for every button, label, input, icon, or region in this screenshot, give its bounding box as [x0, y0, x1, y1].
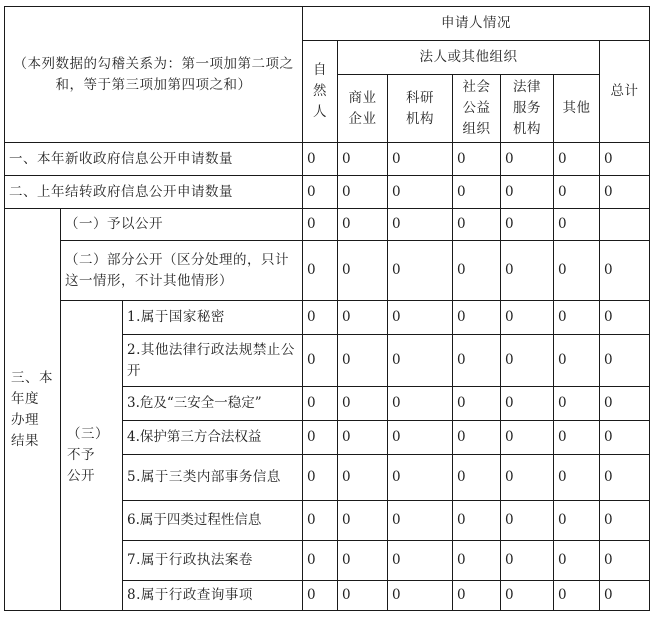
cell-legal-service: 0	[501, 581, 554, 611]
social-welfare-org-header: 社会 公益 组织	[453, 75, 501, 143]
table-row	[5, 209, 650, 241]
cell-natural-person: 0	[303, 581, 338, 611]
cell-legal-service: 0	[501, 176, 554, 209]
cell-legal-service: 0	[501, 541, 554, 581]
table-row	[5, 176, 650, 209]
cell-commercial: 0	[338, 581, 388, 611]
table-row	[5, 241, 650, 301]
cell-legal-service: 0	[501, 301, 554, 335]
cell-legal-service: 0	[501, 143, 554, 176]
cell-commercial: 0	[338, 335, 388, 387]
research-institution-header: 科研 机构	[388, 75, 453, 143]
table-row	[5, 301, 650, 335]
cell-natural-person: 0	[303, 301, 338, 335]
cell-total: 0	[600, 581, 650, 611]
cell-social-welfare: 0	[453, 421, 501, 455]
cell-other: 0	[554, 421, 600, 455]
cell-natural-person: 0	[303, 541, 338, 581]
cell-social-welfare: 0	[453, 301, 501, 335]
cell-other: 0	[554, 581, 600, 611]
cell-research: 0	[388, 209, 453, 241]
cell-total: 0	[600, 301, 650, 335]
cell-natural-person: 0	[303, 455, 338, 501]
cell-research: 0	[388, 501, 453, 541]
cell-natural-person: 0	[303, 176, 338, 209]
cell-total: 0	[600, 501, 650, 541]
commercial-enterprise-header: 商业 企业	[338, 75, 388, 143]
cell-other: 0	[554, 455, 600, 501]
cell-total: 0	[600, 455, 650, 501]
cell-legal-service: 0	[501, 455, 554, 501]
cell-commercial: 0	[338, 501, 388, 541]
cell-other: 0	[554, 501, 600, 541]
natural-person-header: 自 然 人	[303, 41, 338, 143]
cell-other: 0	[554, 241, 600, 301]
row-label: 4.保护第三方合法权益	[123, 421, 303, 455]
section-3-label: 三、本 年度 办理 结果	[5, 209, 61, 611]
cell-social-welfare: 0	[453, 581, 501, 611]
row-label: 一、本年新收政府信息公开申请数量	[5, 143, 303, 176]
cell-total: 0	[600, 421, 650, 455]
cell-total: 0	[600, 241, 650, 301]
cell-research: 0	[388, 541, 453, 581]
total-header: 总计	[600, 41, 650, 143]
cell-natural-person: 0	[303, 335, 338, 387]
cell-social-welfare: 0	[453, 455, 501, 501]
row-label: 3.危及“三安全一稳定”	[123, 387, 303, 421]
row-label: （二）部分公开（区分处理的，只计这一情形，不计其他情形）	[61, 241, 303, 301]
cell-legal-service: 0	[501, 241, 554, 301]
cell-commercial: 0	[338, 143, 388, 176]
cell-social-welfare: 0	[453, 241, 501, 301]
cell-other: 0	[554, 176, 600, 209]
cell-other: 0	[554, 541, 600, 581]
cell-legal-service: 0	[501, 421, 554, 455]
cell-research: 0	[388, 387, 453, 421]
cell-other: 0	[554, 209, 600, 241]
cell-commercial: 0	[338, 241, 388, 301]
cell-natural-person: 0	[303, 421, 338, 455]
applicant-situation-header: 申请人情况	[303, 7, 650, 41]
table-row	[5, 143, 650, 176]
cell-commercial: 0	[338, 421, 388, 455]
cell-research: 0	[388, 176, 453, 209]
cell-social-welfare: 0	[453, 143, 501, 176]
row-label: （一）予以公开	[61, 209, 303, 241]
cell-other: 0	[554, 143, 600, 176]
cell-research: 0	[388, 581, 453, 611]
cell-research: 0	[388, 335, 453, 387]
cell-other: 0	[554, 335, 600, 387]
section-3-3-label: （三） 不予 公开	[61, 301, 123, 611]
cell-commercial: 0	[338, 176, 388, 209]
cell-social-welfare: 0	[453, 335, 501, 387]
cell-legal-service: 0	[501, 387, 554, 421]
cell-commercial: 0	[338, 209, 388, 241]
cell-commercial: 0	[338, 541, 388, 581]
row-label: 7.属于行政执法案卷	[123, 541, 303, 581]
cell-natural-person: 0	[303, 209, 338, 241]
cell-total: 0	[600, 335, 650, 387]
cell-natural-person: 0	[303, 241, 338, 301]
cell-total: 0	[600, 541, 650, 581]
cell-research: 0	[388, 301, 453, 335]
cell-research: 0	[388, 421, 453, 455]
row-label: 二、上年结转政府信息公开申请数量	[5, 176, 303, 209]
cell-total	[600, 209, 650, 241]
cell-natural-person: 0	[303, 143, 338, 176]
cell-social-welfare: 0	[453, 501, 501, 541]
cell-social-welfare: 0	[453, 209, 501, 241]
cell-social-welfare: 0	[453, 541, 501, 581]
cell-legal-service: 0	[501, 209, 554, 241]
cell-research: 0	[388, 143, 453, 176]
government-info-disclosure-table	[4, 6, 650, 611]
row-label: 8.属于行政查询事项	[123, 581, 303, 611]
row-label: 2.其他法律行政法规禁止公开	[123, 335, 303, 387]
cell-total: 0	[600, 143, 650, 176]
cell-legal-service: 0	[501, 501, 554, 541]
cell-research: 0	[388, 455, 453, 501]
cell-other: 0	[554, 301, 600, 335]
cell-natural-person: 0	[303, 387, 338, 421]
row-label: 6.属于四类过程性信息	[123, 501, 303, 541]
cell-commercial: 0	[338, 301, 388, 335]
cell-social-welfare: 0	[453, 387, 501, 421]
cell-commercial: 0	[338, 387, 388, 421]
legal-or-other-org-header: 法人或其他组织	[338, 41, 600, 75]
cell-other: 0	[554, 387, 600, 421]
other-header: 其他	[554, 75, 600, 143]
cell-research: 0	[388, 241, 453, 301]
cell-social-welfare: 0	[453, 176, 501, 209]
row-label: 1.属于国家秘密	[123, 301, 303, 335]
row-label: 5.属于三类内部事务信息	[123, 455, 303, 501]
cell-total: 0	[600, 176, 650, 209]
cell-legal-service: 0	[501, 335, 554, 387]
legal-service-org-header: 法律 服务 机构	[501, 75, 554, 143]
cell-commercial: 0	[338, 455, 388, 501]
cell-natural-person: 0	[303, 501, 338, 541]
cell-total: 0	[600, 387, 650, 421]
column-note: （本列数据的勾稽关系为：第一项加第二项之和，等于第三项加第四项之和）	[5, 7, 303, 143]
